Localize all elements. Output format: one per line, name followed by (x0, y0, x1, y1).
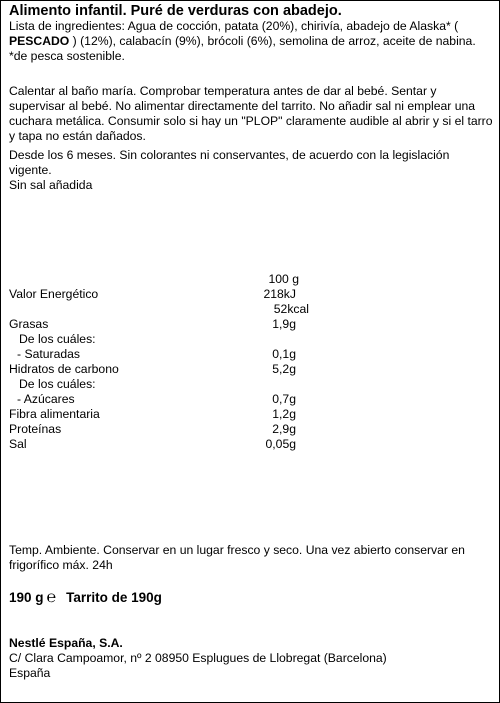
container-size: Tarrito de 190g (66, 590, 162, 605)
nutrition-row (9, 392, 309, 407)
ingredients-list (9, 19, 493, 64)
nutrition-row (9, 362, 309, 377)
nutrient-label: Grasas (9, 317, 49, 331)
nutrient-label: - Azúcares (17, 392, 75, 406)
nutrition-row (9, 347, 309, 362)
nutrition-row (9, 332, 309, 347)
nutrition-row (9, 317, 309, 332)
energy-kcal-value: 52kcal (273, 302, 309, 316)
net-weight: 190 g (9, 590, 44, 605)
nutrient-value: 5,2g (272, 362, 296, 376)
nutrition-row (9, 407, 309, 422)
age-note: Desde los 6 meses. Sin colorantes ni conservantes, de acuerdo con la legislación vigente. (9, 148, 450, 177)
storage-instructions: Temp. Ambiente. Conservar en un lugar fresco y seco. Una vez abierto conservar en frigorífico máx. 24h (9, 543, 465, 572)
allergen-highlight: PESCADO (9, 34, 70, 48)
nutrient-value: 0,1g (272, 347, 296, 361)
company-country: España (9, 666, 51, 680)
nutrient-label: Proteínas (9, 422, 62, 436)
company-address: C/ Clara Campoamor, nº 2 08950 Esplugues de Llobregat (Barcelona) (9, 651, 387, 665)
nutrient-label: Fibra alimentaria (9, 407, 100, 421)
nutrient-value: 2,9g (272, 422, 296, 436)
nutrition-header-row (9, 272, 309, 287)
company-info (9, 636, 493, 681)
estimated-sign-icon: ℮ (46, 589, 57, 606)
nutrient-value: 0,7g (272, 392, 296, 406)
nutrition-row-energy-kcal (9, 302, 309, 317)
nutrient-value: 0,05g (265, 437, 296, 451)
nutrient-value: 1,9g (272, 317, 296, 331)
nutrition-row-energy (9, 287, 309, 302)
nutrition-row (9, 422, 309, 437)
no-salt-note: Sin sal añadida (9, 178, 93, 192)
nutrition-table (9, 272, 309, 452)
nutrient-label: De los cuáles: (19, 377, 96, 391)
energy-label: Valor Energético (9, 287, 99, 301)
energy-kj-value: 218kJ (263, 287, 296, 301)
nutrition-row (9, 377, 309, 392)
nutrient-label: - Saturadas (17, 347, 81, 361)
nutrient-label: Sal (9, 437, 27, 451)
nutrient-label: Hidratos de carbono (9, 362, 119, 376)
ingredients-text-before: Lista de ingredientes: Agua de cocción, patata (20%), chirivía, abadejo de Alaska* ( (9, 19, 459, 33)
company-name: Nestlé España, S.A. (9, 636, 123, 650)
nutrient-label: De los cuáles: (19, 332, 96, 346)
usage-instructions: Calentar al baño maría. Comprobar temperatura antes de dar al bebé. Sentar y supervisar al bebé. No alimentar directamente del tarrito. No añadir sal ni emplear una cuchara metálica. Consumir solo si hay un "PLOP" claramente audible al abrir y si el tarro y tapa no están dañados. (9, 84, 493, 143)
product-title: Alimento infantil. Puré de verduras con abadejo. (9, 3, 342, 19)
nutrition-row (9, 437, 309, 452)
ingredients-text-after: ) (12%), calabacín (9%), brócoli (6%), semolina de arroz, aceite de nabina. *de pesca sostenible. (9, 34, 476, 63)
package-info (9, 589, 162, 606)
nutrition-column-header: 100 g (268, 272, 299, 286)
nutrient-value: 1,2g (272, 407, 296, 421)
